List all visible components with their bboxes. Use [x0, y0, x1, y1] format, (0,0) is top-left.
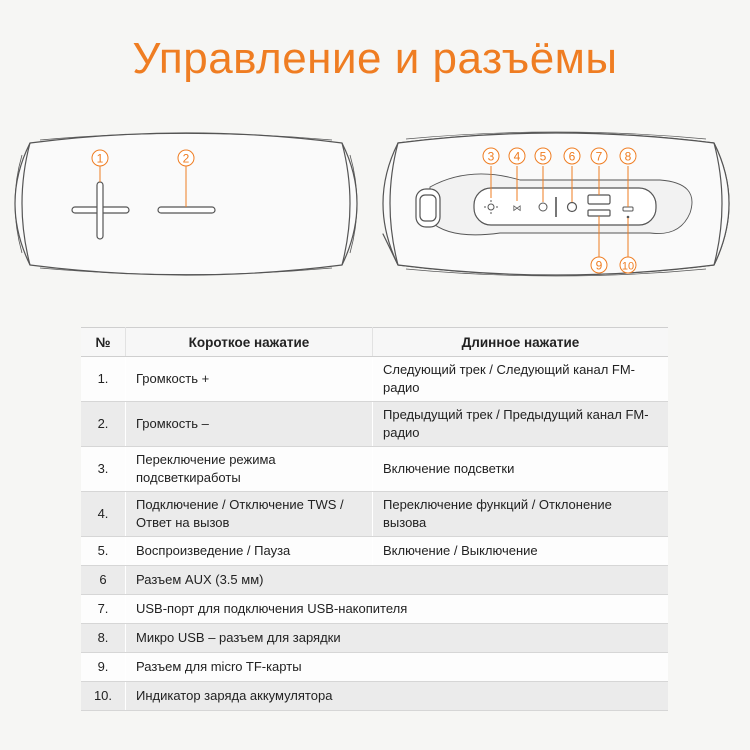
table-row [81, 682, 668, 711]
row-long-press: Предыдущий трек / Предыдущий канал FM-радио [373, 402, 669, 447]
row-long-press: Переключение функций / Отклонение вызова [373, 492, 669, 537]
table-row [81, 624, 668, 653]
controls-table [81, 327, 668, 711]
row-description: Индикатор заряда аккумулятора [126, 682, 669, 711]
callout-6: 6 [568, 149, 576, 164]
row-short-press: Воспроизведение / Пауза [126, 537, 373, 566]
row-num: 4. [81, 492, 126, 537]
table-row [81, 653, 668, 682]
row-num: 7. [81, 595, 126, 624]
row-num: 10. [81, 682, 126, 711]
speaker-diagram [0, 125, 750, 310]
row-description: Разъем AUX (3.5 мм) [126, 566, 669, 595]
table-header-row [81, 328, 668, 357]
row-num: 6 [81, 566, 126, 595]
table-row [81, 357, 668, 402]
callout-9: 9 [595, 258, 603, 273]
table-row [81, 566, 668, 595]
row-long-press: Следующий трек / Следующий канал FM-радио [373, 357, 669, 402]
row-short-press: Переключение режима подсветкиработы [126, 447, 373, 492]
callout-3: 3 [487, 149, 495, 164]
callout-7: 7 [595, 149, 603, 164]
page-title: Управление и разъёмы [132, 34, 618, 83]
battery-indicator [627, 216, 630, 219]
callout-2: 2 [182, 151, 190, 166]
table-row [81, 402, 668, 447]
row-num: 8. [81, 624, 126, 653]
header-num: № [81, 328, 126, 357]
row-short-press: Громкость + [126, 357, 373, 402]
header-long-press: Длинное нажатие [373, 328, 669, 357]
row-long-press: Включение / Выключение [373, 537, 669, 566]
row-description: Микро USB – разъем для зарядки [126, 624, 669, 653]
callout-1: 1 [96, 151, 104, 166]
row-num: 2. [81, 402, 126, 447]
row-description: USB-порт для подключения USB-накопителя [126, 595, 669, 624]
table-row [81, 447, 668, 492]
row-short-press: Громкость – [126, 402, 373, 447]
row-num: 3. [81, 447, 126, 492]
row-description: Разъем для micro TF-карты [126, 653, 669, 682]
table-row [81, 492, 668, 537]
row-num: 9. [81, 653, 126, 682]
table-row [81, 537, 668, 566]
header-short-press: Короткое нажатие [126, 328, 373, 357]
callout-10: 10 [621, 260, 635, 273]
callout-8: 8 [624, 149, 632, 164]
callout-5: 5 [539, 149, 547, 164]
callout-4: 4 [513, 149, 521, 164]
tws-button: ⋈ [512, 203, 522, 213]
table-row [81, 595, 668, 624]
volume-down-button [158, 207, 215, 213]
row-num: 1. [81, 357, 126, 402]
row-num: 5. [81, 537, 126, 566]
row-short-press: Подключение / Отключение TWS / Ответ на вызов [126, 492, 373, 537]
row-long-press: Включение подсветки [373, 447, 669, 492]
